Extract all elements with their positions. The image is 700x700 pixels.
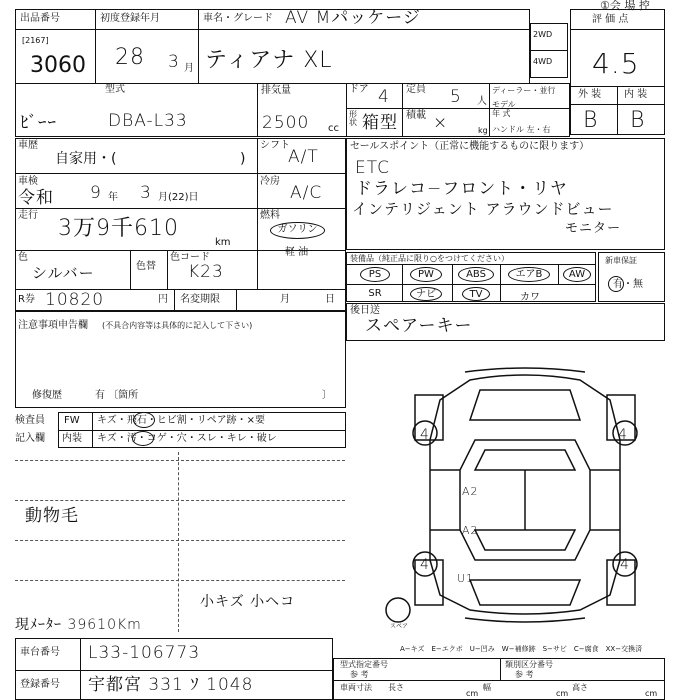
warranty-value: 有・無 — [613, 279, 643, 290]
ac-label: 冷房 — [260, 176, 280, 187]
report-label: 注意事項申告欄 — [18, 320, 88, 331]
tire-mark-rear-right: 4 — [618, 427, 628, 443]
height-label: 高さ — [572, 683, 588, 692]
shape-label: 形 状 — [349, 110, 357, 127]
km-unit: km — [215, 237, 231, 248]
score-label: 評 価 点 — [592, 14, 629, 25]
equip-navi: ナビ — [410, 287, 442, 301]
fw-items: キズ・飛石・ヒビ割・リペア跡・×要 — [97, 415, 265, 426]
type-prefix: ﾋﾞｰｰ — [20, 113, 57, 133]
lot-number-label: 出品番号 — [20, 13, 60, 24]
dash-line-4 — [15, 580, 345, 581]
exterior-grade: B — [583, 108, 599, 133]
selling-points-label: セールスポイント（正常に機能するものに限ります） — [350, 141, 590, 152]
load-label: 積載 — [406, 110, 426, 121]
dash-line-1 — [15, 460, 345, 461]
equip-abs: ABS — [458, 267, 494, 282]
shape-value: 箱型 — [362, 113, 398, 133]
designation-reference: 参 考 — [350, 670, 369, 679]
doors-label: ドア — [349, 84, 369, 95]
damage-legend: A−キズ E−エクボ U−凹み W−補修跡 S−サビ C−腐食 XX−交換済 — [400, 645, 643, 653]
type-label: 型式 — [105, 84, 125, 95]
recycle-value: 10820 — [45, 290, 105, 310]
history-value: 自家用・( — [55, 151, 117, 167]
recycle-label: R券 — [18, 294, 35, 305]
dealer-label: ディーラー・並行 — [492, 86, 556, 95]
height-cm: cm — [645, 689, 658, 698]
plate-label: 登録番号 — [20, 679, 60, 690]
inspector-label: 検査員 — [15, 415, 45, 426]
inspection-era: 令和 — [18, 188, 54, 208]
fuel-light-oil: 軽 油 — [285, 247, 309, 258]
month-unit: 月 — [184, 63, 194, 74]
equip-tv: TV — [462, 287, 490, 301]
dash-line-3 — [15, 540, 345, 541]
displacement-value: 2500 — [262, 113, 310, 133]
load-value: × — [433, 113, 449, 133]
warranty-label: 新車保証 — [605, 256, 637, 265]
color-value: シルバー — [32, 264, 95, 282]
cc-unit: cc — [328, 123, 339, 134]
dash-line-2 — [15, 500, 345, 501]
inspection-day: 月(22)日 — [158, 192, 199, 203]
model-name: ティアナ XL — [205, 48, 333, 73]
damage-mark-a2-upper: A2 — [462, 485, 479, 498]
repair-history-value: 有 〔箇所 — [95, 390, 139, 401]
fuel-gasoline-circled: ガソリン — [270, 222, 325, 239]
interior-grade: B — [630, 108, 646, 133]
equip-ps: PS — [360, 267, 390, 282]
color-label: 色 — [18, 252, 28, 263]
selling-point-1: ETC — [355, 158, 390, 178]
capacity-label: 定員 — [406, 84, 426, 95]
report-note: (不具合内容等は具体的に記入して下さい) — [102, 321, 253, 330]
capacity-value: 5 — [450, 87, 462, 107]
key-value: スペアーキー — [365, 316, 473, 336]
damage-mark-a2-lower: A2 — [462, 524, 479, 537]
exterior-label: 外 装 — [578, 89, 602, 100]
first-reg-year: 28 — [115, 45, 145, 70]
category-reference: 参 考 — [515, 670, 534, 679]
damage-mark-u1: U1 — [457, 572, 475, 585]
inspection-year: 9 — [90, 183, 102, 203]
width-cm: cm — [556, 689, 569, 698]
handle-label: ハンドル 左・右 — [492, 125, 551, 134]
equipment-label: 装備品（純正品に限り○をつけてください） — [350, 254, 509, 263]
ac-value: A/C — [290, 183, 323, 203]
interior-stain-mark — [132, 431, 154, 446]
interior-inspect-label: 内装 — [62, 433, 82, 444]
spare-label: スペア — [390, 623, 409, 630]
repair-history-close: 〕 — [322, 390, 332, 401]
mileage-label: 走行 — [18, 210, 38, 221]
doors-value: 4 — [378, 87, 390, 107]
shift-value: A/T — [288, 147, 319, 167]
color-code-label: 色コード — [170, 252, 210, 263]
length-label: 長さ — [388, 683, 404, 692]
lot-code: [2167] — [22, 36, 49, 45]
equip-airbag: エアB — [508, 267, 550, 282]
history-label: 車歴 — [18, 140, 38, 151]
inspection-year-unit: 年 — [108, 192, 118, 203]
sheet-copy-label: ①会 場 控 — [600, 0, 650, 12]
first-reg-month: 3 — [168, 52, 180, 72]
lot-number: 3060 — [30, 53, 86, 78]
dimension-label: 車両寸法 — [340, 683, 372, 692]
key-label: 後日送 — [350, 305, 380, 316]
designation-label: 型式指定番号 — [340, 660, 388, 669]
model-year-label: モデル 年 式 — [492, 100, 516, 118]
shift-label: シフト — [260, 140, 290, 151]
dash-vline — [178, 452, 179, 632]
grade-value: AV Mパッケージ — [285, 8, 421, 28]
selling-point-3: インテリジェント アラウンドビュー — [352, 200, 614, 218]
tire-mark-rear-left: 4 — [420, 427, 430, 443]
person-unit: 人 — [477, 96, 487, 107]
selling-point-4: モニター — [565, 221, 622, 236]
title-deadline-month: 月 — [280, 294, 290, 305]
score-value: 4.5 — [592, 47, 640, 80]
interior-label: 内 装 — [624, 89, 648, 100]
plate-value: 宇都宮 331 ｿ 1048 — [88, 675, 254, 695]
drive-4wd: 4WD — [533, 57, 553, 66]
fuel-label: 燃料 — [260, 210, 280, 221]
fw-label: FW — [64, 415, 80, 426]
interior-inspect-items: キズ・汚・コゲ・穴・スレ・キレ・破レ — [97, 433, 277, 444]
chassis-number: L33-106773 — [88, 643, 201, 663]
selling-point-2: ドラレコ−フロント・リヤ — [355, 179, 568, 199]
kg-unit: kg — [478, 126, 488, 135]
equip-sr: SR — [368, 288, 382, 299]
tire-mark-front-left: 4 — [420, 557, 430, 573]
comment-animal-hair: 動物毛 — [25, 506, 79, 526]
first-reg-label: 初度登録年月 — [100, 13, 160, 24]
length-cm: cm — [466, 689, 479, 698]
fw-stone-chip-mark — [133, 412, 155, 428]
displacement-label: 排気量 — [261, 85, 291, 96]
color-code: K23 — [188, 262, 224, 282]
warranty-circle-mark — [608, 276, 624, 292]
drive-2wd: 2WD — [533, 30, 553, 39]
entry-label: 記入欄 — [15, 433, 45, 444]
mileage-value: 3万9千610 — [58, 216, 179, 241]
title-deadline-label: 名変期限 — [180, 294, 220, 305]
inspection-label: 車検 — [18, 176, 38, 187]
title-deadline-day: 日 — [325, 294, 335, 305]
equip-pw: PW — [410, 267, 442, 282]
equip-leather: カワ — [520, 292, 540, 303]
chassis-label: 車台番号 — [20, 647, 60, 658]
car-diagram — [380, 360, 670, 630]
inspection-month: 3 — [140, 183, 152, 203]
tire-mark-front-right: 4 — [620, 557, 630, 573]
odometer-note: 現ﾒｰﾀｰ 39610Km — [15, 617, 142, 633]
comment-small-scratch: 小キズ 小ヘコ — [200, 594, 296, 610]
color-change-label: 色替 — [136, 261, 156, 272]
equip-aw: AW — [563, 267, 591, 282]
history-close: ) — [240, 151, 246, 167]
width-label: 幅 — [483, 683, 491, 692]
repair-history-label: 修復歴 — [32, 390, 62, 401]
model-grade-label: 車名・グレード — [203, 13, 273, 24]
yen-unit: 円 — [158, 294, 168, 305]
category-label: 類別区分番号 — [505, 660, 553, 669]
type-value: DBA-L33 — [108, 111, 188, 131]
